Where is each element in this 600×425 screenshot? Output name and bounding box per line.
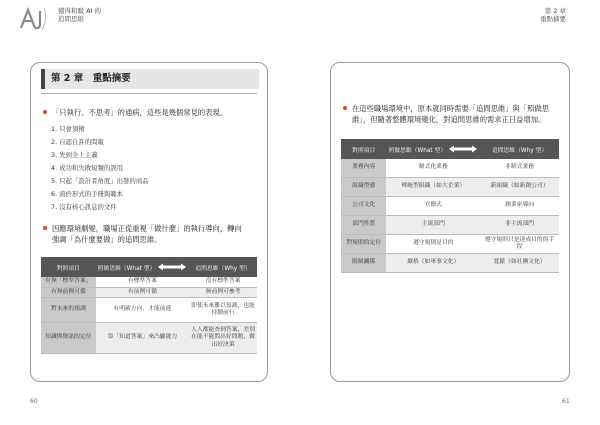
header-exec: 照做思維（What 型）: [96, 257, 155, 277]
list-item: 5. 只起「設計者角度」出發的商品: [51, 177, 149, 185]
table-row: 部門性質 主流部門 非主流部門: [341, 216, 559, 235]
table-row: 知識與資訊的定位 靠「知道答案」來凸顯能力 人人都能查到答案，差別在能不能問出好問題、做出好決策: [41, 323, 257, 354]
ai-logo: [18, 6, 50, 32]
table-row: 對未來的預測 有明確方向，才能前進 即使未來難以預測，也能持續前行: [41, 298, 257, 323]
right-summary-card: [330, 62, 570, 382]
table-header-row: [341, 139, 559, 159]
page-number-right: 61: [562, 398, 570, 405]
double-arrow-icon: [448, 145, 478, 153]
divider: [41, 93, 257, 94]
chapter-heading: 第 2 章 重點摘要: [41, 69, 259, 89]
list-item: 6. 流於形式的手冊與範本: [51, 190, 124, 198]
list-item: 1. 只會須徵: [51, 125, 85, 133]
list-item: 2. 自認自許的問報: [51, 138, 104, 146]
right-comparison-table: [341, 139, 559, 273]
right-bullet-1: 在這些職場環境中，原本就同時需要「追問思維」與「照做思 維」，但隨著整體環境變化，對追問思維的需求正日益增加。: [343, 103, 565, 125]
header-arrow: [446, 139, 480, 159]
list-item: 7. 沒有核心訊息的文件: [51, 203, 117, 211]
list-item: 4. 成功和失敗短類的誤用: [51, 164, 124, 172]
table-row: 業務內容 制式化業務 非制式業務: [341, 159, 559, 178]
header-exec: 照做思維（What 型）: [386, 139, 446, 159]
left-bullet-2: 因應環境劇變，職場正從重視「做什麼」的執行導向，轉向 強調「為什麼要做」的追問思維。: [43, 223, 265, 245]
left-comparison-table: [41, 257, 257, 354]
table-row: 有無「標準答案」 有標準答案 沒有標準答案: [41, 277, 257, 287]
header-why: 追問思維（Why 型）: [189, 257, 257, 277]
table-row: 階級關係 嚴格（如軍事文化） 寬鬆（如社團文化）: [341, 254, 559, 273]
double-arrow-icon: [157, 263, 187, 271]
book-title: 懂得和駁 AI 的 追問思維: [58, 7, 101, 23]
table-row: 有無前例可循 有前例可循 無前例可參考: [41, 287, 257, 298]
header-arrow: [155, 257, 189, 277]
bullet-dot-icon: [43, 226, 47, 230]
list-item: 3. 先到全上主義: [51, 151, 98, 159]
table-row: 組織型態 傳統型組織（如大企業） 新組織（如新創公司）: [341, 178, 559, 197]
header-why: 追問思維（Why 型）: [480, 139, 559, 159]
header-label: 對照項目: [341, 139, 386, 159]
table-row: 對規則的定位 遵守規則是目的 遵守規則只是達成目的的手段: [341, 235, 559, 254]
bullet-dot-icon: [43, 110, 47, 114]
bullet-dot-icon: [343, 106, 347, 110]
table-header-row: [41, 257, 257, 277]
table-row: 公司文化 官僚式 創業家導向: [341, 197, 559, 216]
left-bullet-1: 「只執行、不思考」的通病，這些是幾個常見的表現。: [43, 107, 263, 118]
left-summary-card: [30, 62, 268, 382]
chapter-label: 第 2 章 重點摘要: [540, 7, 566, 23]
page-number-left: 60: [30, 398, 38, 405]
header-label: 對照項目: [41, 257, 96, 277]
